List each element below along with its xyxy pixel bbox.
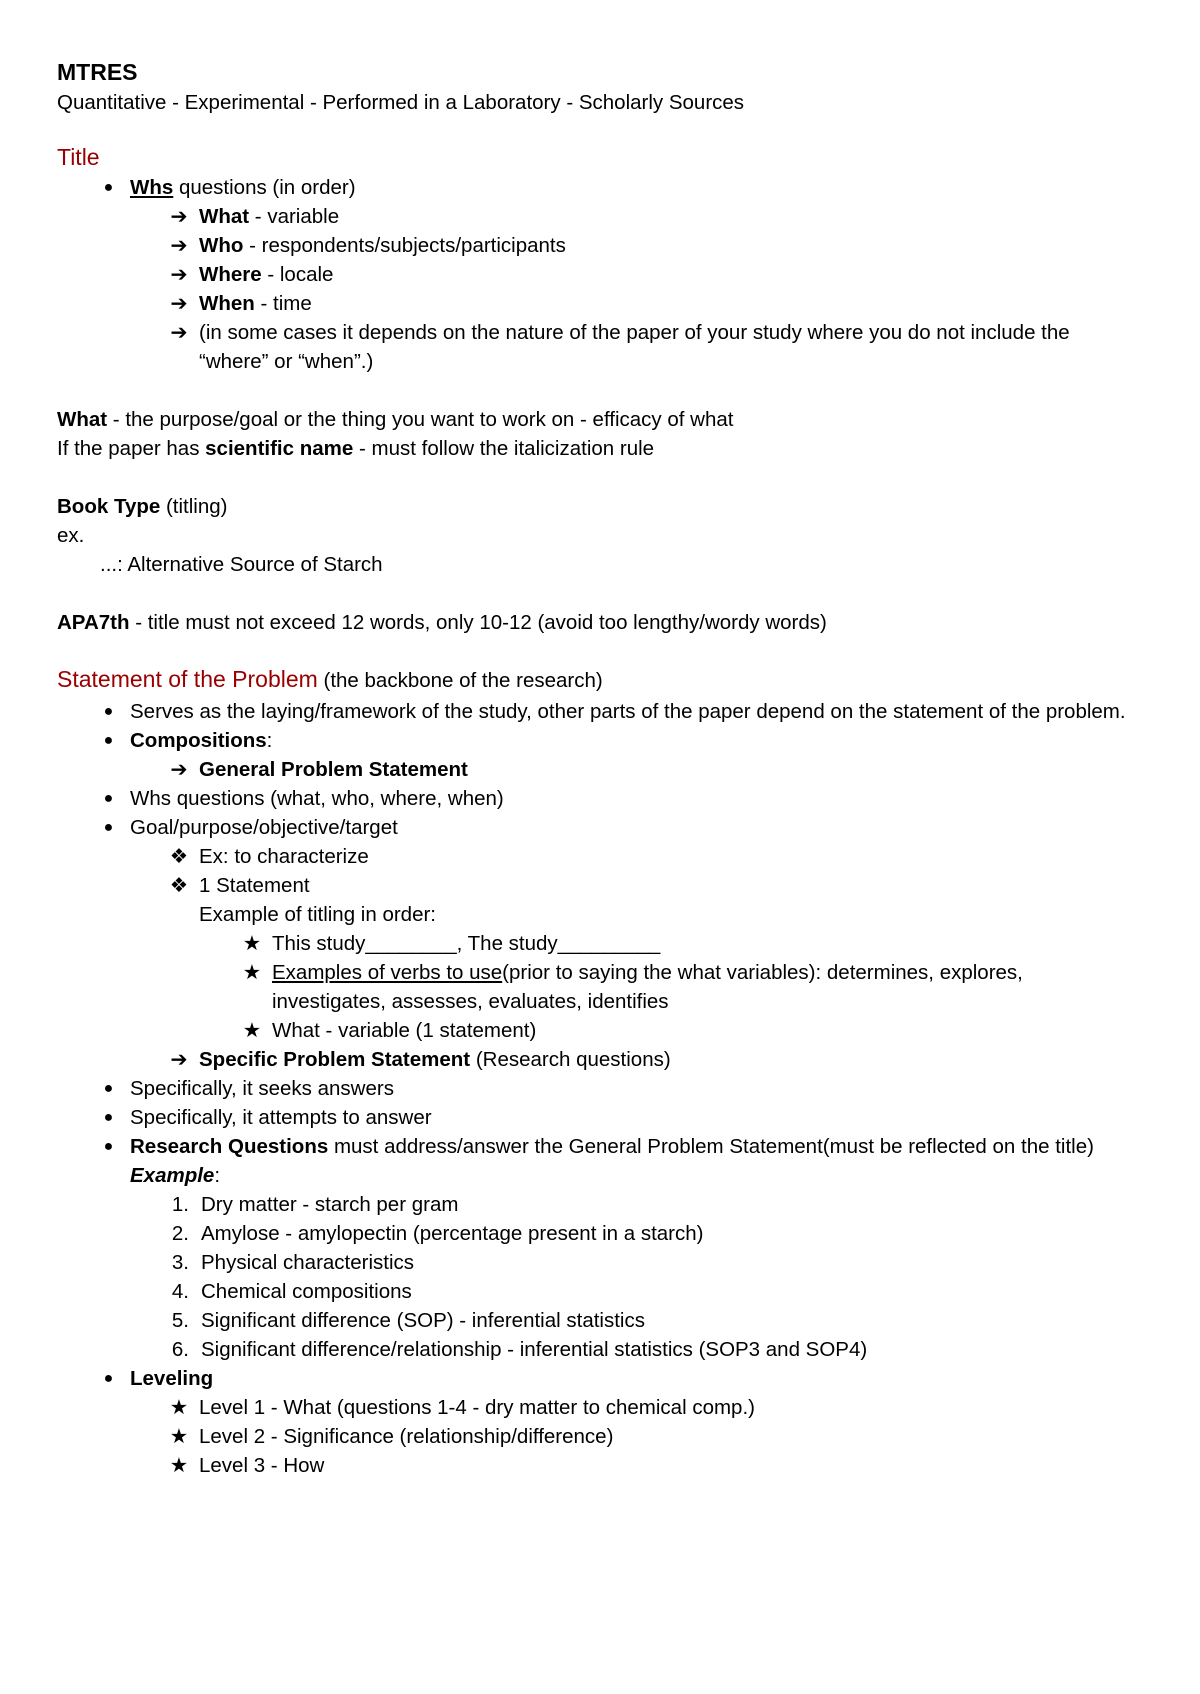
bullet-icon: ● — [103, 1080, 114, 1097]
star-icon: ★ — [242, 932, 262, 955]
arrow-icon: ➔ — [170, 234, 188, 257]
section-heading-sop: Statement of the Problem (the backbone of the research) — [57, 666, 603, 692]
ex-item: ...: Alternative Source of Starch — [100, 553, 383, 576]
list-item: ● Goal/purpose/objective/target — [57, 813, 1140, 842]
list-item: ★ Examples of verbs to use(prior to saying the what variables): determines, explores, investigates, assesses, evaluates, identifies — [57, 958, 1140, 1016]
list-item: ● Whs questions (what, who, where, when) — [57, 784, 1140, 813]
list-item: ● Leveling — [57, 1364, 1140, 1393]
list-item: ★ This study________, The study_________ — [57, 929, 1140, 958]
star-icon: ★ — [169, 1396, 189, 1419]
bullet-icon: ● — [103, 1109, 114, 1126]
item-label: What — [199, 205, 250, 228]
numbered-item: 3. Physical characteristics — [171, 1251, 415, 1274]
bullet-icon: ● — [103, 819, 114, 836]
list-item — [57, 231, 1140, 260]
bullet-icon: ● — [103, 732, 114, 749]
star-icon: ★ — [169, 1454, 189, 1477]
item-label: Where — [199, 263, 262, 286]
document-subtitle: Quantitative - Experimental - Performed in a Laboratory - Scholarly Sources — [57, 91, 745, 114]
numbered-item: 5. Significant difference (SOP) - inferential statistics — [171, 1309, 645, 1332]
bullet-icon: ● — [103, 790, 114, 807]
whs-label: Whs — [130, 176, 174, 199]
list-item — [57, 202, 1140, 231]
item-text: - time — [254, 292, 312, 315]
arrow-icon: ➔ — [170, 758, 188, 781]
numbered-item: 4. Chemical compositions — [171, 1280, 412, 1303]
list-item: ★ Level 1 - What (questions 1-4 - dry matter to chemical comp.) — [57, 1393, 1140, 1422]
document-title: MTRES — [57, 59, 138, 85]
item-text: (in some cases it depends on the nature of the paper of your study where you do not include the “where” or “when”.) — [199, 321, 1070, 373]
arrow-icon: ➔ — [170, 205, 188, 228]
whs-text: questions (in order) — [173, 176, 356, 199]
ex-label: ex. — [57, 524, 85, 547]
bullet-icon: ● — [103, 1370, 114, 1387]
numbered-item: 2. Amylose - amylopectin (percentage present in a starch) — [171, 1222, 704, 1245]
star-icon: ★ — [169, 1425, 189, 1448]
star-icon: ★ — [242, 1019, 262, 1042]
item-text: - respondents/subjects/participants — [243, 234, 566, 257]
list-item: ★ What - variable (1 statement) — [57, 1016, 1140, 1045]
list-item: ❖ 1 Statement — [57, 871, 1140, 900]
list-item — [57, 260, 1140, 289]
list-item: ➔ Specific Problem Statement (Research questions) — [57, 1045, 1140, 1074]
list-item: ● Compositions: — [57, 726, 1140, 755]
diamond-icon: ❖ — [169, 845, 189, 868]
diamond-icon: ❖ — [169, 874, 189, 897]
arrow-icon: ➔ — [170, 1048, 188, 1071]
list-item: ● Research Questions must address/answer the General Problem Statement(must be reflected on the title) — [57, 1132, 1140, 1161]
item-label: When — [199, 292, 255, 315]
section-heading-title: Title — [57, 144, 100, 170]
apa-note: APA7th - title must not exceed 12 words, only 10-12 (avoid too lengthy/wordy words) — [57, 611, 827, 634]
star-icon: ★ — [242, 961, 262, 984]
numbered-item: 1. Dry matter - starch per gram — [171, 1193, 459, 1216]
list-item — [57, 173, 1140, 202]
list-item: ➔ General Problem Statement — [57, 755, 1140, 784]
numbered-item: 6. Significant difference/relationship - inferential statistics (SOP3 and SOP4) — [171, 1338, 868, 1361]
item-text: - variable — [249, 205, 340, 228]
list-item: ❖ Ex: to characterize — [57, 842, 1140, 871]
scientific-name-note: If the paper has scientific name - must follow the italicization rule — [57, 437, 655, 460]
example-label: Example: — [130, 1164, 221, 1187]
item-text: - locale — [261, 263, 334, 286]
item-label: Who — [199, 234, 244, 257]
bullet-icon: ● — [103, 703, 114, 720]
list-item: ● Serves as the laying/framework of the study, other parts of the paper depend on the statement of the problem. — [57, 697, 1140, 726]
arrow-icon: ➔ — [170, 292, 188, 315]
list-item: ● Specifically, it attempts to answer — [57, 1103, 1140, 1132]
bullet-icon: ● — [103, 179, 114, 196]
example-titling-label: Example of titling in order: — [199, 903, 437, 926]
arrow-icon: ➔ — [170, 321, 188, 344]
list-item: ★ Level 2 - Significance (relationship/difference) — [57, 1422, 1140, 1451]
what-note: What - the purpose/goal or the thing you want to work on - efficacy of what — [57, 408, 734, 431]
list-item — [57, 318, 1140, 376]
book-type-note: Book Type (titling) — [57, 495, 228, 518]
arrow-icon: ➔ — [170, 263, 188, 286]
list-item: ● Specifically, it seeks answers — [57, 1074, 1140, 1103]
list-item — [57, 289, 1140, 318]
list-item: ★ Level 3 - How — [57, 1451, 1140, 1480]
bullet-icon: ● — [103, 1138, 114, 1155]
